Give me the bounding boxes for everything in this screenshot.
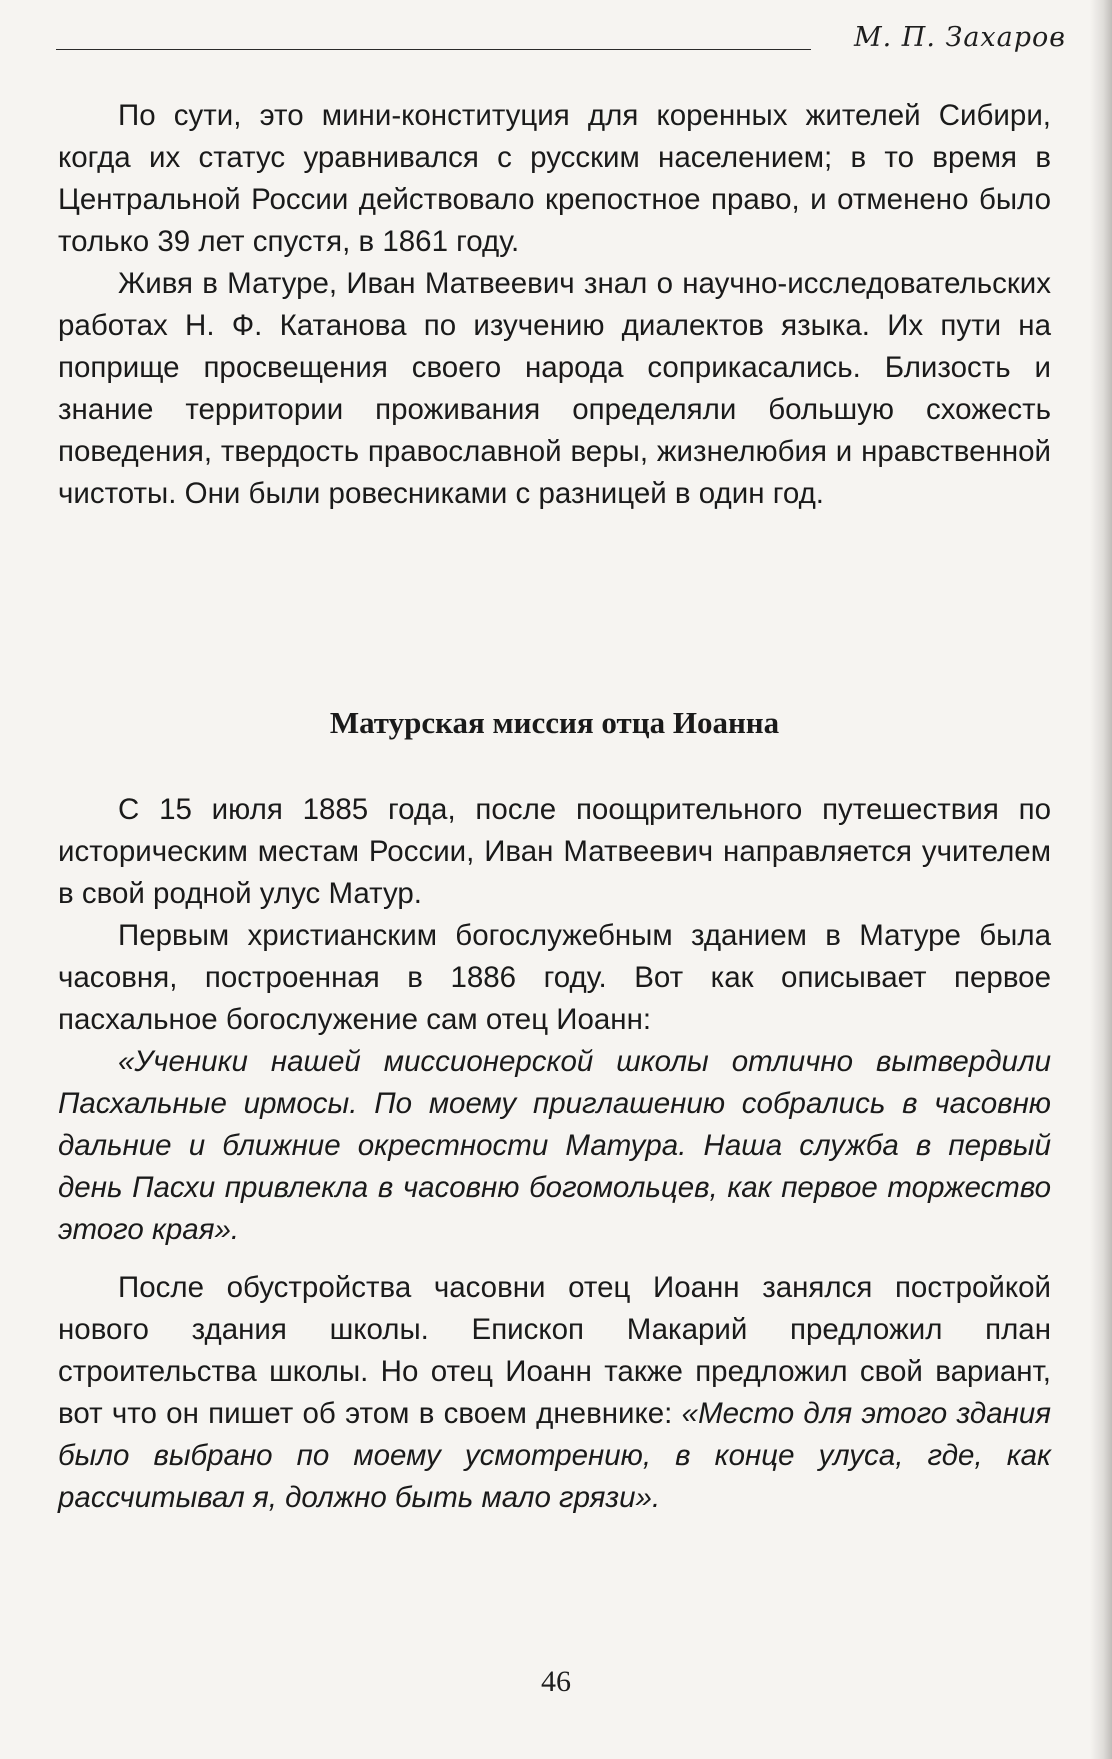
body-section-2 — [58, 789, 1051, 1519]
paragraph-with-quote — [58, 1267, 1051, 1519]
paragraph: С 15 июля 1885 года, после поощрительного путешествия по историческим местам России, Иван Матвеевич направляется учителем в свой родной улус Матур. — [58, 793, 1051, 910]
paragraph: Живя в Матуре, Иван Матвеевич знал о научно-исследовательских работах Н. Ф. Катанова по изучению диалектов языка. Их пути на поприще просвещения своего народа соприкасались. Близость и знание территории проживания определяли большую схожесть поведения, твердость православной веры, жизнелюбия и нравственной чистоты. Они были ровесниками с разницей в один год. — [58, 267, 1051, 510]
paragraph-spacer — [58, 1251, 1051, 1267]
quote-paragraph: «Ученики нашей миссионерской школы отлично вытвердили Пасхальные ирмосы. По моему приглашению собрались в часовню дальние и ближние окрестности Матура. Наша служба в первый день Пасхи привлекла в часовню богомольцев, как первое торжество этого края». — [58, 1045, 1051, 1246]
paragraph: Первым христианским богослужебным зданием в Матуре была часовня, построенная в 1886 году. Вот как описывает первое пасхальное богослужение сам отец Иоанн: — [58, 919, 1051, 1036]
paragraph: По сути, это мини-конституция для коренных жителей Сибири, когда их статус уравнивался с русским населением; в то время в Центральной России действовало крепостное право, и отменено было только 39 лет спустя, в 1861 году. — [58, 99, 1051, 258]
inline-quote: «Место для этого здания было выбрано по моему усмотрению, в конце улуса, где, как рассчитывал я, должно быть мало грязи». — [58, 1397, 1052, 1514]
page-number: 46 — [541, 1665, 571, 1698]
page-edge-shadow — [1090, 0, 1112, 1759]
paragraph-text: После обустройства часовни отец Иоанн занялся постройкой нового здания школы. Епископ Макарий предложил план строительства школы. Но отец Иоанн также предложил свой вариант, вот что он пишет об этом в своем дневнике: — [58, 1271, 1051, 1430]
running-header — [56, 22, 1066, 58]
header-rule — [56, 49, 811, 50]
header-author: М. П. Захаров — [853, 22, 1066, 53]
body-section-1 — [58, 95, 1051, 515]
section-heading: Матурская миссия отца Иоанна — [329, 705, 780, 740]
